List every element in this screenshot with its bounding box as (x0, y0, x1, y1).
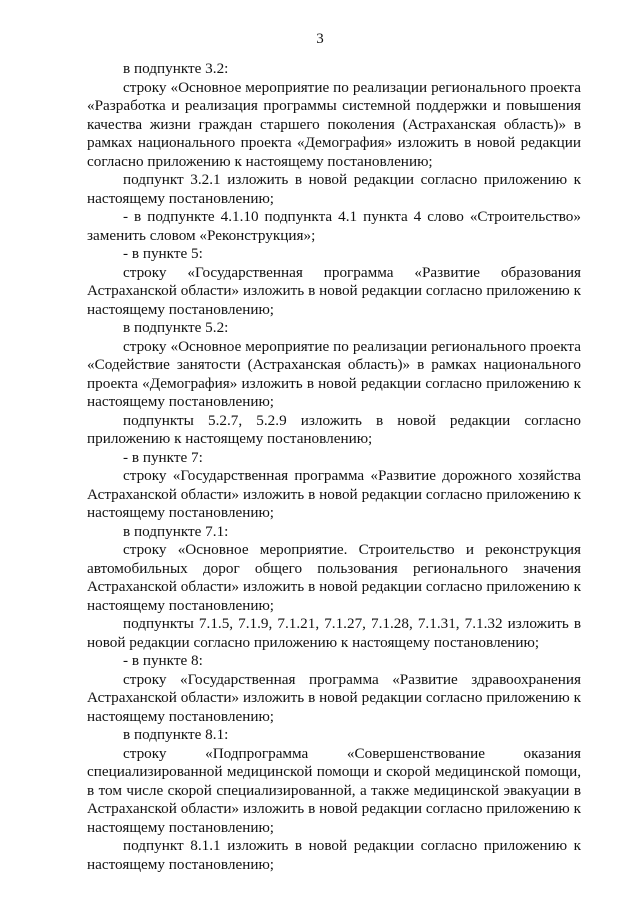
paragraph: - в пункте 8: (123, 652, 203, 669)
paragraph: подпункты 5.2.7, 5.2.9 изложить в новой редакции согласно приложению к настоящему постановлению; (87, 411, 581, 447)
document-body (87, 60, 581, 874)
paragraph: - в пункте 7: (123, 448, 203, 466)
paragraph: строку «Государственная программа «Развитие здравоохранения Астраханской области» изложить в новой редакции согласно приложению к настоящему постановлению; (87, 670, 581, 725)
page-number: 3 (316, 31, 324, 47)
paragraph: подпункт 3.2.1 изложить в новой редакции согласно приложению к настоящему постановлению; (87, 171, 581, 207)
paragraph: - в подпункте 4.1.10 подпункта 4.1 пункта 4 слово «Строительство» заменить словом «Реконструкция»; (87, 208, 581, 244)
paragraph: в подпункте 3.2: (123, 60, 229, 77)
paragraph: строку «Государственная программа «Развитие образования Астраханской области» изложить в новой редакции согласно приложению к настоящему постановлению; (87, 263, 581, 318)
paragraph: строку «Подпрограмма «Совершенствование оказания специализированной медицинской помощи и скорой медицинской помощи, в том числе скорой специализированной, а также медицинской эвакуации в Астраханской области» изложить в новой редакции согласно приложению к настоящему постановлению; (87, 744, 581, 836)
paragraph: - в пункте 5: (123, 245, 203, 262)
paragraph: в подпункте 7.1: (123, 522, 229, 540)
paragraph: в подпункте 8.1: (123, 726, 229, 743)
paragraph: строку «Государственная программа «Развитие дорожного хозяйства Астраханской области» изложить в новой редакции согласно приложению к настоящему постановлению; (87, 467, 581, 521)
paragraph: строку «Основное мероприятие по реализации регионального проекта «Разработка и реализация программы системной поддержки и повышения качества жизни граждан старшего поколения (Астраханская область)» в рамках национального проекта «Демография» изложить в новой редакции согласно приложению к настоящему постановлению; (87, 78, 581, 170)
paragraph: в подпункте 5.2: (123, 319, 229, 336)
paragraph: подпункты 7.1.5, 7.1.9, 7.1.21, 7.1.27, 7.1.28, 7.1.31, 7.1.32 изложить в новой редакции согласно приложению к настоящему постановлению; (87, 615, 581, 651)
paragraph: строку «Основное мероприятие. Строительство и реконструкция автомобильных дорог общего пользования регионального значения Астраханской области» изложить в новой редакции согласно приложению к настоящему постановлению; (87, 541, 581, 614)
paragraph: подпункт 8.1.1 изложить в новой редакции согласно приложению к настоящему постановлению; (87, 837, 581, 873)
paragraph: строку «Основное мероприятие по реализации регионального проекта «Содействие занятости (Астраханская область)» в рамках национального проекта «Демография» изложить в новой редакции согласно приложению к настоящему постановлению; (87, 337, 581, 410)
